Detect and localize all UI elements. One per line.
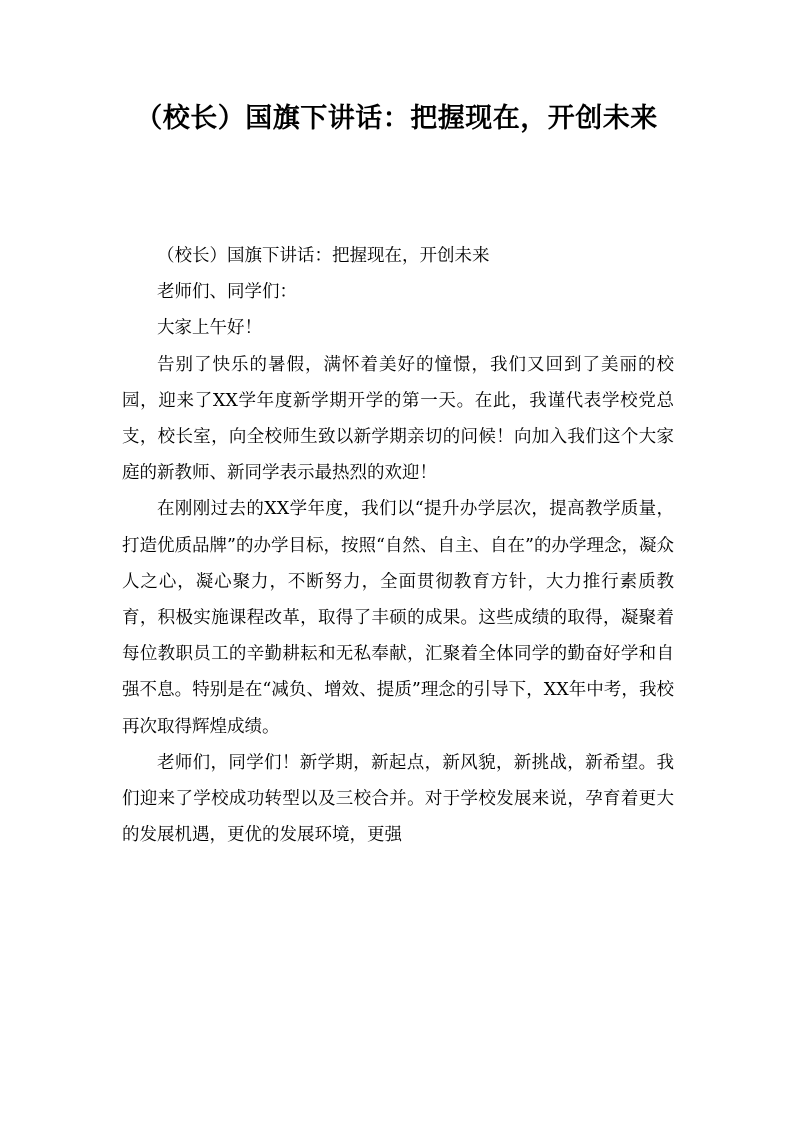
document-body (122, 238, 674, 853)
document-title: （校长）国旗下讲话：把握现在，开创未来 (135, 103, 658, 134)
paragraph-welcome: 告别了快乐的暑假，满怀着美好的憧憬，我们又回到了美丽的校园，迎来了XX学年度新学期开学的第一天。在此，我谨代表学校党总支，校长室，向全校师生致以新学期亲切的问候！向加入我们这个大家庭的新教师、新同学表示最热烈的欢迎！ (122, 354, 674, 484)
paragraph-new-semester: 老师们，同学们！新学期，新起点，新风貌，新挑战，新希望。我们迎来了学校成功转型以及三校合并。对于学校发展来说，孕育着更大的发展机遇，更优的发展环境，更强 (122, 752, 674, 846)
paragraph-heading-repeat: （校长）国旗下讲话：把握现在，开创未来 (157, 246, 490, 266)
paragraph-salutation: 老师们、同学们： (157, 282, 297, 303)
paragraph-greeting: 大家上午好！ (157, 318, 262, 339)
paragraph-achievements: 在刚刚过去的XX学年度，我们以“提升办学层次，提高教学质量，打造优质品牌”的办学目标，按照“自然、自主、自在”的办学理念，凝众人之心，凝心聚力，不断努力，全面贯彻教育方针，大力推行素质教育，积极实施课程改革，取得了丰硕的成果。这些成绩的取得，凝聚着每位教职员工的辛勤耕耘和无私奉献，汇聚着全体同学的勤奋好学和自强不息。特别是在“减负、增效、提质”理念的引导下，XX年中考，我校再次取得辉煌成绩。 (122, 499, 674, 737)
